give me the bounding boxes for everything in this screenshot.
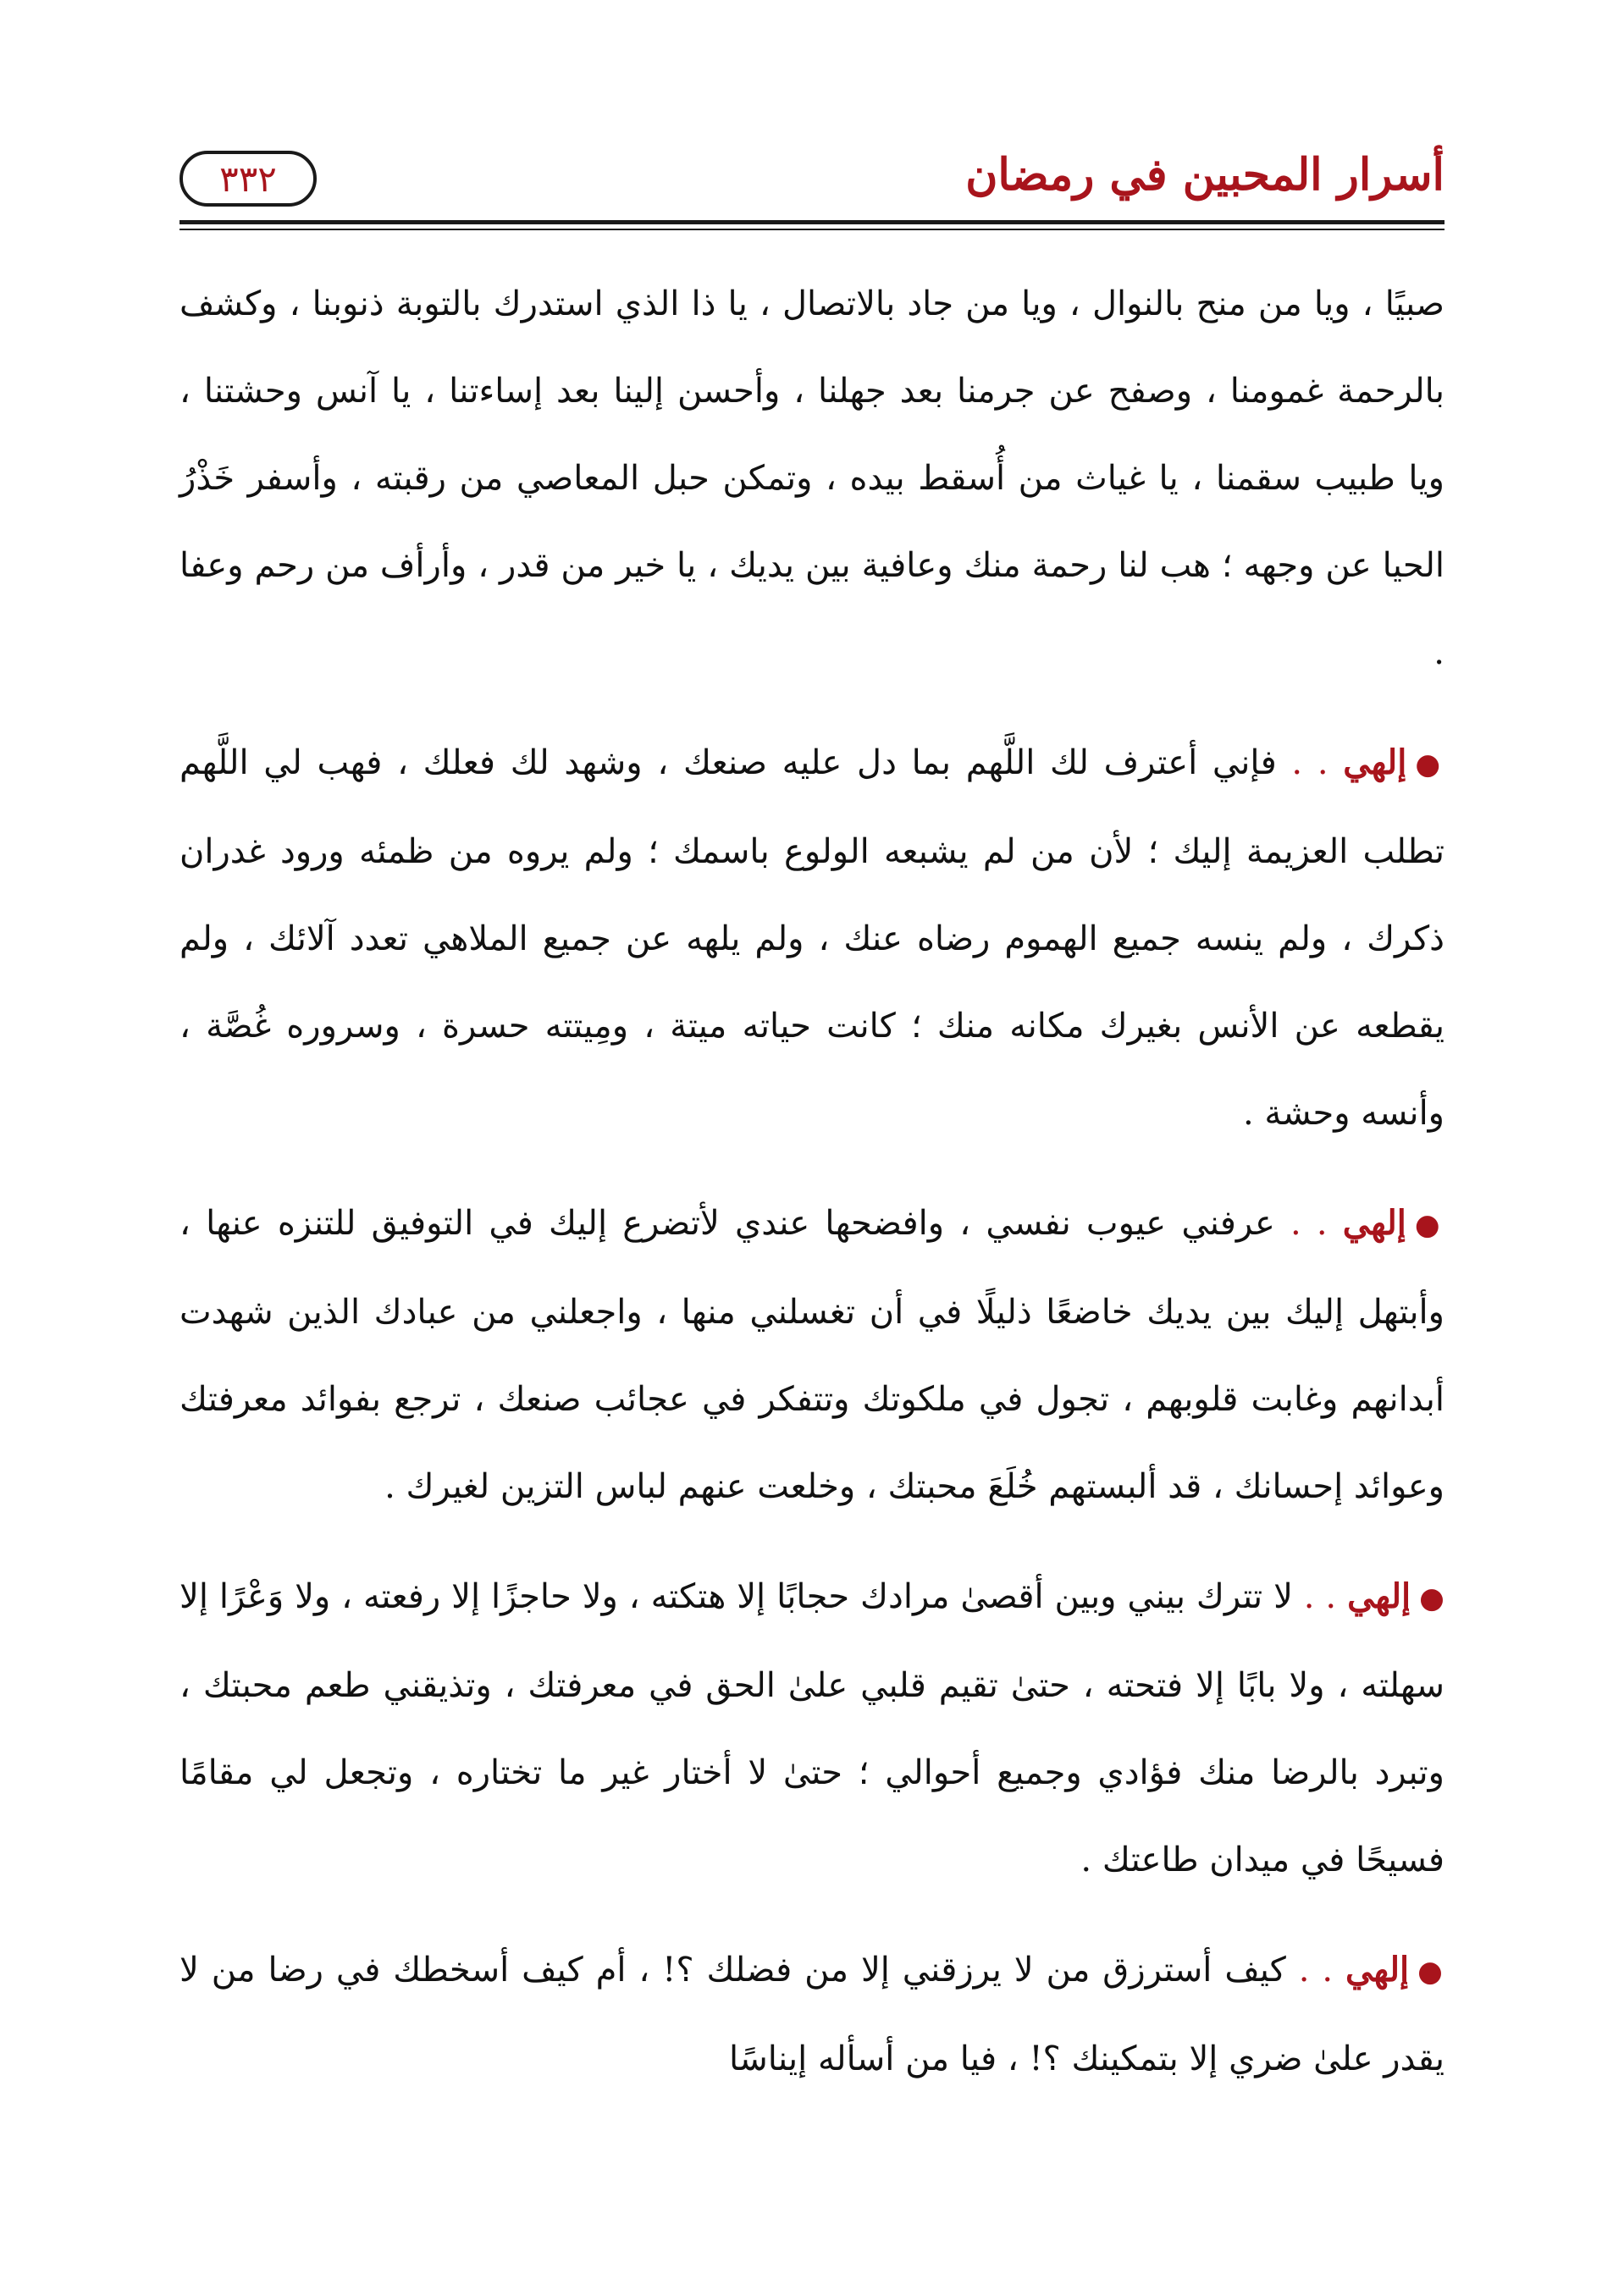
paragraph-lead-word: إلهي xyxy=(1347,1576,1411,1616)
paragraph-lead-word: إلهي xyxy=(1345,1950,1410,1990)
paragraph-continuation xyxy=(180,261,1444,697)
paragraph-lead-word: إلهي xyxy=(1342,1203,1406,1243)
paragraph-text: لا تترك بيني وبين أقصىٰ مرادك حجابًا إلا هتكته ، ولا حاجزًا إلا رفعته ، ولا وَعْرًا إلا سهلته ، ولا بابًا إلا فتحته ، حتىٰ تقيم قلبي علىٰ الحق في معرفتك ، وتذيقني طعم محبتك ، وتبرد بالرضا منك فؤادي وجميع أحوالي ؛ حتىٰ لا أختار غير ما تختاره ، وتجعل لي مقامًا فسيحًا في ميدان طاعتك . xyxy=(180,1577,1444,1879)
book-title: أسرار المحبين في رمضان xyxy=(965,149,1444,201)
paragraph-supplication-4 xyxy=(180,1926,1444,2103)
paragraph-supplication-1 xyxy=(180,719,1444,1157)
page-number-badge: ٣٣٢ xyxy=(180,151,317,207)
paragraph-lead-dots: . . xyxy=(1274,1204,1343,1243)
bullet-icon: ● xyxy=(1414,1208,1445,1242)
paragraph-lead-dots: . . xyxy=(1276,743,1344,782)
bullet-icon: ● xyxy=(1419,1581,1445,1615)
paragraph-text: فإني أعترف لك اللَّهم بما دل عليه صنعك ، وشهد لك فعلك ، فهب لي اللَّهم تطلب العزيمة إليك ؛ لأن من لم يشبعه الولوع باسمك ؛ ولم يروه من ظمئه ورود غدران ذكرك ، ولم ينسه جميع الهموم رضاه عنك ، ولم يلهه عن جميع الملاهي تعدد آلائك ، ولم يقطعه عن الأنس بغيرك مكانه منك ؛ كانت حياته ميتة ، ومِيتته حسرة ، وسروره غُصَّة ، وأنسه وحشة . xyxy=(180,743,1444,1133)
paragraph-text: صبيًا ، ويا من منح بالنوال ، ويا من جاد بالاتصال ، يا ذا الذي استدرك بالتوبة ذنوبنا ، وكشف بالرحمة غمومنا ، وصفح عن جرمنا بعد جهلنا ، وأحسن إلينا بعد إساءتنا ، يا آنس وحشتنا ، ويا طبيب سقمنا ، يا غياث من أُسقط بيده ، وتمكن حبل المعاصي من رقبته ، وأسفر خَذْرُ الحيا عن وجهه ؛ هب لنا رحمة منك وعافية بين يديك ، يا خير من قدر ، وأرأف من رحم وعفا . xyxy=(180,284,1444,672)
paragraph-lead-dots: . . xyxy=(1292,1577,1348,1616)
paragraph-supplication-3 xyxy=(180,1553,1444,1904)
header-rule-thin xyxy=(180,229,1444,230)
paragraph-text: كيف أسترزق من لا يرزقني إلا من فضلك ؟! ، أم كيف أسخطك في رضا من لا يقدر علىٰ ضري إلا بتمكينك ؟! ، فيا من أسأله إيناسًا xyxy=(180,1951,1444,2078)
page-body xyxy=(180,261,1444,2125)
bullet-icon: ● xyxy=(1415,748,1444,781)
paragraph-supplication-2 xyxy=(180,1179,1444,1531)
paragraph-text: عرفني عيوب نفسي ، وافضحها عندي لأتضرع إليك في التوفيق للتنزه عنها ، وأبتهل إليك بين يديك خاضعًا ذليلًا في أن تغسلني منها ، واجعلني من عبادك الذين شهدت أبدانهم وغابت قلوبهم ، تجول في ملكوتك وتتفكر في عجائب صنعك ، ترجع بفوائد معرفتك وعوائد إحسانك ، قد ألبستهم خُلَعَ محبتك ، وخلعت عنهم لباس التزين لغيرك . xyxy=(180,1204,1444,1506)
page-header xyxy=(180,142,1444,235)
bullet-icon: ● xyxy=(1417,1955,1444,1989)
header-rule-thick xyxy=(180,220,1444,224)
paragraph-lead-word: إلهي xyxy=(1343,742,1407,782)
paragraph-lead-dots: . . xyxy=(1285,1951,1346,1990)
